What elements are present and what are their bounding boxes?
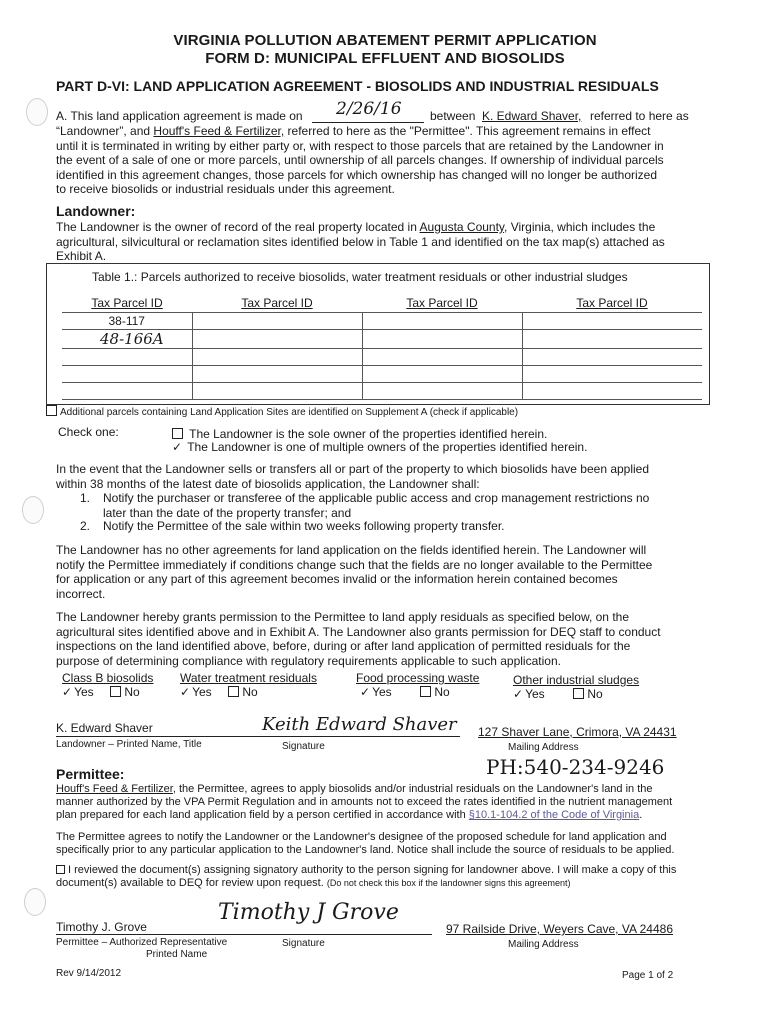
paragraph-text: agricultural sites identified above and in Exhibit A. The Landowner also grants permission for DEQ staff to conduct <box>56 624 661 639</box>
parcel-cell[interactable] <box>192 366 362 383</box>
paragraph-text: purpose of determining compliance with regulatory requirements applicable to such application. <box>56 653 561 668</box>
landowner-address: 127 Shaver Lane, Crimora, VA 24431 <box>478 725 677 739</box>
supplement-checkbox[interactable] <box>46 405 57 416</box>
food-processing-options <box>360 685 450 700</box>
parcel-cell[interactable] <box>192 313 362 330</box>
water-no-checkbox[interactable] <box>228 686 239 697</box>
category-water-treatment: Water treatment residuals <box>180 671 317 685</box>
parcel-cell[interactable] <box>362 330 522 349</box>
permittee-text: specifically prior to any particular application to the Landowner's land. Notice shall include the source of residuals to be applied. <box>56 844 675 856</box>
sale-item-1-number: 1. <box>80 491 91 505</box>
signatory-review-checkbox[interactable] <box>56 865 65 874</box>
sale-text: within 38 months of the latest date of biosolids application, the Landowner shall: <box>56 476 480 491</box>
permittee-text: manner authorized by the VPA Permit Regulation and in amounts not to exceed the rates identified in the nutrient management <box>56 796 673 808</box>
agreement-line: to receive biosolids or industrial residuals under this agreement. <box>56 182 395 197</box>
table-row <box>62 330 702 349</box>
permittee-name-field: Houff's Feed & Fertilizer, <box>153 124 285 138</box>
table-header-row <box>62 294 702 313</box>
yes-label: Yes <box>74 685 94 699</box>
permittee-name-label: Permittee – Authorized Representative <box>56 937 228 948</box>
parcel-cell[interactable] <box>522 330 702 349</box>
permittee-address: 97 Railside Drive, Weyers Cave, VA 24486 <box>446 922 673 936</box>
paragraph-text: notify the Permittee immediately if conditions change such that the fields are no longer available to the Permittee <box>56 557 653 572</box>
parcel-cell[interactable] <box>362 383 522 400</box>
permittee-paragraph-2 <box>56 831 716 857</box>
check-one-label: Check one: <box>58 425 119 439</box>
parcel-cell[interactable] <box>362 349 522 366</box>
table-row <box>62 366 702 383</box>
permittee-name: Houff's Feed & Fertilizer <box>56 783 173 795</box>
agreement-intro-text: A. This land application agreement is made on <box>56 109 303 123</box>
permittee-text: document(s) available to DEQ for review upon request. <box>56 877 324 889</box>
no-label: No <box>587 687 603 701</box>
no-label: No <box>242 685 258 699</box>
paragraph-text: inspections on the land identified above, before, during or after land application of permitted residuals for the <box>56 639 631 654</box>
form-title: VIRGINIA POLLUTION ABATEMENT PERMIT APPLICATION <box>173 32 597 49</box>
sale-text: In the event that the Landowner sells or transfers all or part of the property to which biosolids have been applied <box>56 462 650 476</box>
table-caption: Table 1.: Parcels authorized to receive biosolids, water treatment residuals or other industrial sludges <box>92 270 628 284</box>
parcel-cell[interactable] <box>522 313 702 330</box>
revision-date: Rev 9/14/2012 <box>56 968 122 979</box>
parcel-cell[interactable] <box>192 349 362 366</box>
water-treatment-options <box>180 685 258 700</box>
parcel-cell[interactable] <box>62 349 192 366</box>
between-text: between <box>430 109 476 123</box>
supplement-row <box>46 405 518 418</box>
landowner-text: Exhibit A. <box>56 249 107 264</box>
referred-text: referred to here as <box>590 109 689 123</box>
multiple-owner-check[interactable]: ✓ <box>172 440 183 454</box>
parcel-cell[interactable] <box>192 383 362 400</box>
supplement-text: Additional parcels containing Land Application Sites are identified on Supplement A (check if applicable) <box>60 407 519 418</box>
permittee-text: . <box>639 809 643 821</box>
paragraph-text: incorrect. <box>56 586 106 601</box>
column-header: Tax Parcel ID <box>192 294 362 313</box>
punch-hole-top <box>26 98 48 126</box>
food-no-checkbox[interactable] <box>420 686 431 697</box>
page-number: Page 1 of 2 <box>622 970 674 981</box>
parcel-cell[interactable] <box>362 366 522 383</box>
landowner-heading: Landowner: <box>56 203 136 219</box>
category-class-b: Class B biosolids <box>62 671 154 685</box>
permittee-heading: Permittee: <box>56 766 125 782</box>
column-header: Tax Parcel ID <box>362 294 522 313</box>
table-row <box>62 349 702 366</box>
yes-label: Yes <box>525 687 545 701</box>
permittee-text: The Permittee agrees to notify the Landowner or the Landowner's designee of the proposed schedule for land application and <box>56 831 667 843</box>
date-underline <box>312 122 424 123</box>
landowner-signature-label: Signature <box>282 741 325 752</box>
permittee-text: I reviewed the document(s) assigning signatory authority to the person signing for landowner above. I will make a copy of this <box>68 864 677 876</box>
form-subtitle: FORM D: MUNICIPAL EFFLUENT AND BIOSOLIDS <box>205 50 565 67</box>
column-header: Tax Parcel ID <box>522 294 702 313</box>
parcel-cell[interactable] <box>192 330 362 349</box>
sale-item-1 <box>103 491 703 520</box>
no-label: No <box>124 685 140 699</box>
landowner-signature-line <box>56 736 460 737</box>
permittee-printed-name: Timothy J. Grove <box>56 920 147 934</box>
code-of-virginia-link[interactable]: §10.1-104.2 of the Code of Virginia <box>468 809 640 821</box>
landowner-text: The Landowner is the owner of record of the real property located in <box>56 220 417 234</box>
sale-paragraph <box>56 462 706 491</box>
agreement-line: until it is terminated in writing by either party or, with respect to those parcels that are retained by the Landowner in <box>56 138 664 153</box>
permittee-note: (Do not check this box if the landowner signs this agreement) <box>326 878 571 888</box>
table-row <box>62 313 702 330</box>
permittee-address-label: Mailing Address <box>508 939 579 950</box>
class-b-no-checkbox[interactable] <box>110 686 121 697</box>
class-b-options <box>62 685 140 700</box>
parcel-cell-handwritten[interactable]: 48-166A <box>62 330 192 349</box>
yes-label: Yes <box>192 685 212 699</box>
permittee-printed-name-label: Printed Name <box>146 949 208 960</box>
table-row <box>62 383 702 400</box>
agreement-line: identified in this agreement changes, those parcels for which ownership has changed will no longer be authorized <box>56 167 658 182</box>
permittee-quote-text: referred to here as the "Permittee". This agreement remains in effect <box>287 124 651 138</box>
parcel-cell[interactable] <box>522 366 702 383</box>
sole-owner-checkbox[interactable] <box>172 428 183 439</box>
landowner-text: agricultural, silvicultural or reclamation sites identified below in Table 1 and identified on the tax map(s) attached as <box>56 234 665 249</box>
check-option-multiple <box>172 440 587 455</box>
permittee-text: , the Permittee, agrees to apply biosolids and/or industrial residuals on the Landowner's land in the <box>172 783 653 795</box>
parcel-table <box>62 294 702 400</box>
no-label: No <box>434 685 450 699</box>
sale-item-text: Notify the purchaser or transferee of the applicable public access and crop management restrictions no <box>103 491 650 505</box>
landowner-name-field: K. Edward Shaver, <box>482 109 582 123</box>
punch-hole-bottom <box>24 888 46 916</box>
landowner-text: , Virginia, which includes the <box>504 220 656 234</box>
column-header: Tax Parcel ID <box>62 294 192 313</box>
sale-item-2: Notify the Permittee of the sale within two weeks following property transfer. <box>103 519 505 533</box>
landowner-signature: Keith Edward Shaver <box>262 714 457 735</box>
water-yes-check[interactable]: ✓ <box>180 685 191 699</box>
landowner-address-label: Mailing Address <box>508 742 579 753</box>
landowner-phone: PH:540-234-9246 <box>486 755 665 779</box>
category-other-industrial: Other industrial sludges <box>513 673 640 687</box>
permittee-paragraph-1 <box>56 783 716 822</box>
parcel-cell[interactable] <box>522 383 702 400</box>
other-yes-check[interactable]: ✓ <box>513 687 524 701</box>
grants-permission-paragraph <box>56 610 706 668</box>
permittee-paragraph-3 <box>56 864 716 890</box>
permittee-signature-label: Signature <box>282 938 325 949</box>
landowner-paragraph <box>56 220 706 264</box>
permittee-signature: Timothy J Grove <box>218 900 399 925</box>
landowner-printed-name: K. Edward Shaver <box>56 721 153 735</box>
sale-item-2-number: 2. <box>80 519 91 533</box>
category-food-processing: Food processing waste <box>356 671 480 685</box>
no-other-agreements-paragraph <box>56 543 706 601</box>
paragraph-text: The Landowner has no other agreements for land application on the fields identified herein. The Landowner will <box>56 543 647 557</box>
other-no-checkbox[interactable] <box>573 688 584 699</box>
parcel-cell[interactable] <box>62 366 192 383</box>
permittee-text: plan prepared for each land application field by a person certified in accordance with <box>56 809 466 821</box>
paragraph-text: for application or any part of this agreement becomes invalid or the information herein contained becomes <box>56 572 618 587</box>
other-industrial-options <box>513 687 603 702</box>
permittee-signature-line <box>56 934 432 935</box>
sale-item-text: later than the date of the property transfer; and <box>103 505 352 520</box>
multiple-owner-text: The Landowner is one of multiple owners of the properties identified herein. <box>187 440 588 454</box>
parcel-cell[interactable] <box>522 349 702 366</box>
sole-owner-text: The Landowner is the sole owner of the properties identified herein. <box>189 427 548 441</box>
county-field: Augusta County <box>419 220 505 234</box>
agreement-date: 2/26/16 <box>336 99 402 119</box>
class-b-yes-check[interactable]: ✓ <box>62 685 73 699</box>
parcel-cell[interactable] <box>362 313 522 330</box>
parcel-cell[interactable]: 38-117 <box>62 313 192 330</box>
part-heading: PART D-VI: LAND APPLICATION AGREEMENT - BIOSOLIDS AND INDUSTRIAL RESIDUALS <box>56 78 659 94</box>
food-yes-check[interactable]: ✓ <box>360 685 371 699</box>
landowner-name-label: Landowner – Printed Name, Title <box>56 739 202 750</box>
punch-hole-middle <box>22 496 44 524</box>
yes-label: Yes <box>372 685 392 699</box>
paragraph-text: The Landowner hereby grants permission to the Permittee to land apply residuals as specified below, on the <box>56 610 629 624</box>
agreement-paragraph <box>56 99 706 197</box>
parcel-cell[interactable] <box>62 383 192 400</box>
agreement-line: the event of a sale of one or more parcels, until ownership of all parcels changes. If ownership of individual parcels <box>56 153 664 168</box>
landowner-quote-text: “Landowner”, and <box>56 124 151 138</box>
